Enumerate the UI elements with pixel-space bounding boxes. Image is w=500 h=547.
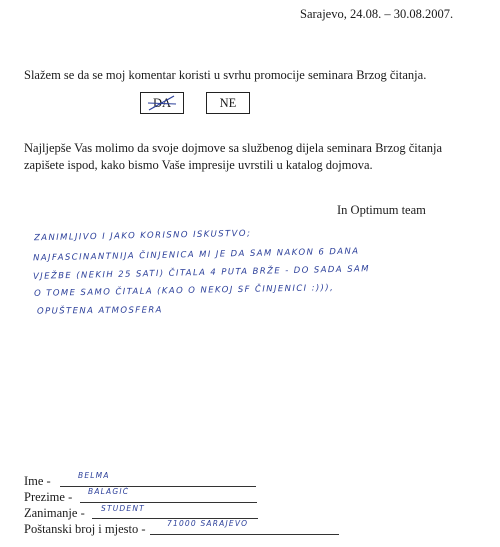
option-da-box[interactable]	[140, 92, 184, 114]
handwritten-comment-line: ZANIMLJIVO I JAKO KORISNO ISKUSTVO;	[33, 228, 252, 244]
consent-statement: Slažem se da se moj komentar koristi u svrhu promocije seminara Brzog čitanja.	[24, 68, 427, 82]
occupation-value[interactable]: STUDENT	[101, 504, 145, 513]
event-date: Sarajevo, 24.08. – 30.08.2007.	[300, 7, 454, 21]
request-paragraph: Najljepše Vas molimo da svoje dojmove sa službenog dijela seminara Brzog čitanja zapišete ispod, kako bismo Vaše impresije uvrstili u katalog dojmova.	[24, 141, 443, 172]
team-signature: In Optimum team	[337, 203, 426, 217]
strike-mark-icon	[141, 93, 183, 113]
option-ne-label: NE	[219, 96, 237, 110]
surname-underline	[80, 502, 257, 503]
option-da-label: DA	[152, 96, 172, 110]
option-ne-box[interactable]	[206, 92, 250, 114]
handwritten-comment-line: NAJFASCINANTNIJA ČINJENICA MI JE DA SAM NAKON 6 DANA	[32, 246, 360, 264]
postal-value[interactable]: 71000 SARAJEVO	[167, 519, 249, 528]
postal-label: Poštanski broj i mjesto -	[24, 522, 146, 536]
surname-label: Prezime -	[24, 490, 73, 504]
occupation-label: Zanimanje -	[24, 506, 85, 520]
handwritten-comment-line: OPUŠTENA ATMOSFERA	[36, 305, 163, 317]
postal-underline	[150, 534, 339, 535]
name-value[interactable]: BELMA	[78, 471, 110, 480]
surname-value[interactable]: BALAGIĆ	[88, 487, 130, 496]
handwritten-comment-line: VJEŽBE (NEKIH 25 SATI) ČITALA 4 PUTA BRŽE - DO SADA SAM	[32, 264, 371, 282]
handwritten-comment-line: O TOME SAMO ČITALA (KAO O NEKOJ SF ČINJENICI :))),	[33, 283, 335, 299]
name-label: Ime -	[24, 474, 51, 488]
